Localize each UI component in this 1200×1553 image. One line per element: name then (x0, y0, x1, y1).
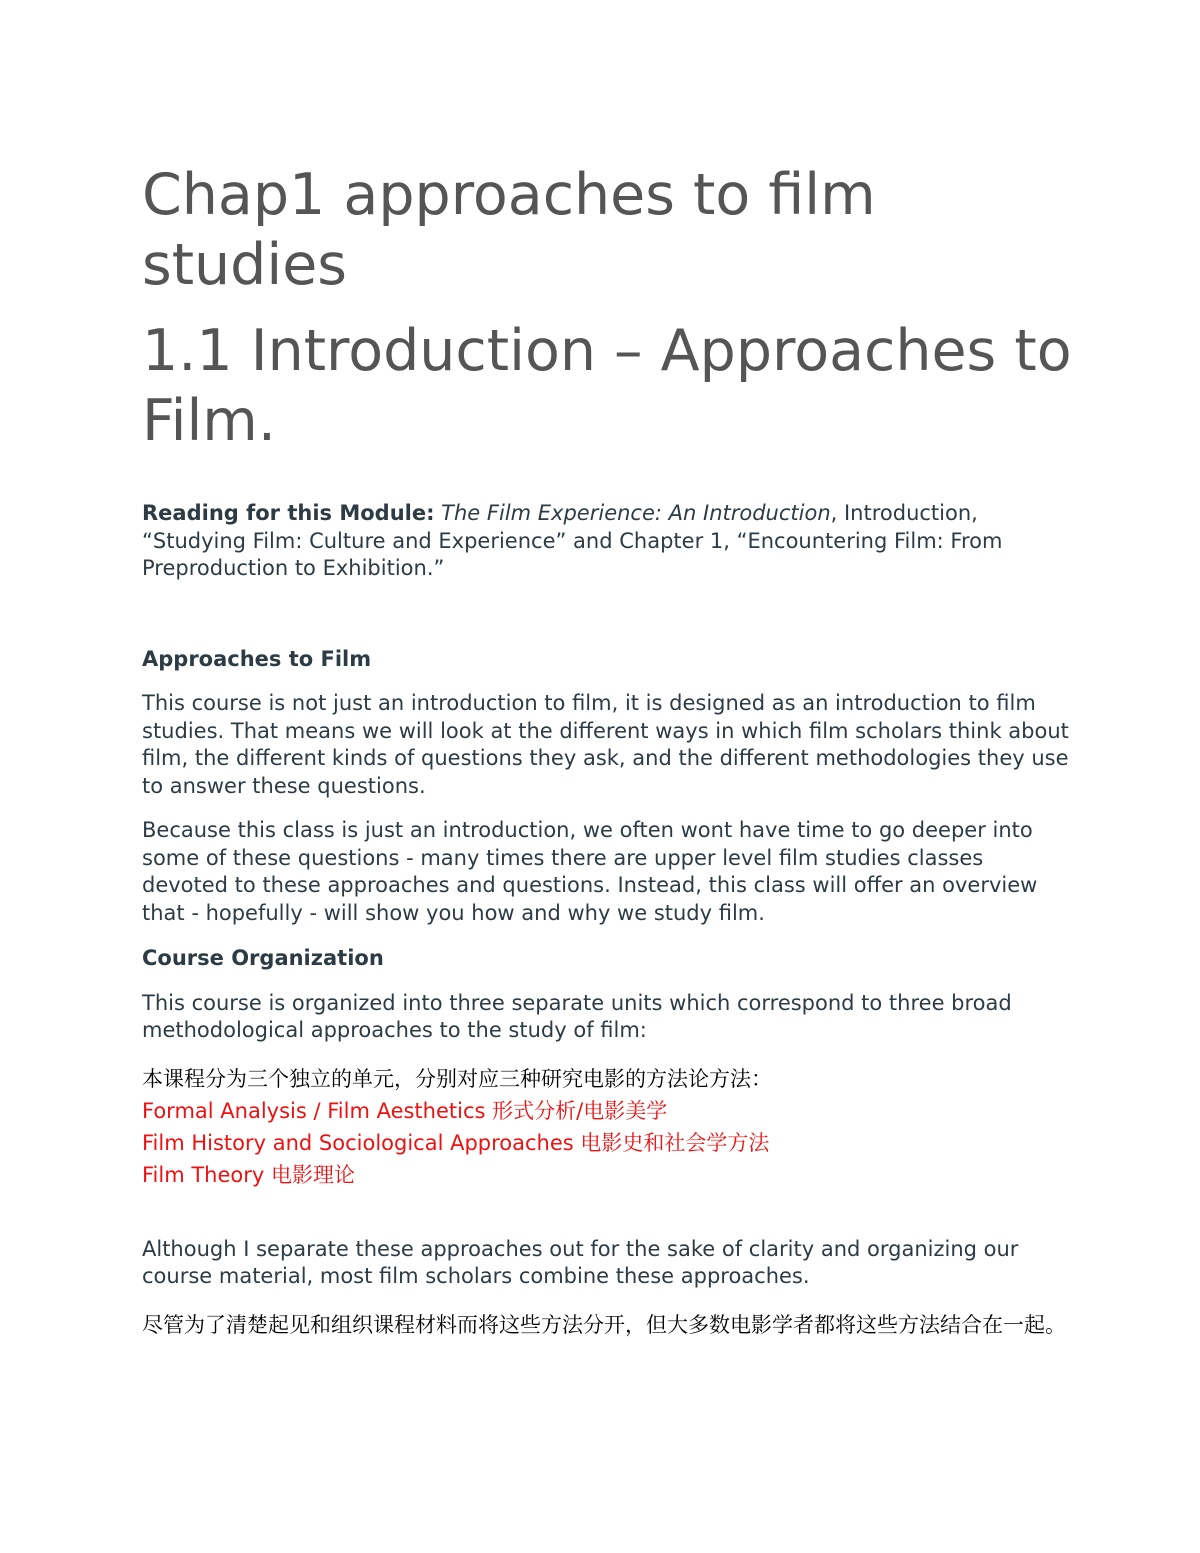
unit-item: Formal Analysis / Film Aesthetics 形式分析/电影美学 (142, 1098, 668, 1123)
organization-chinese-paragraph: 尽管为了清楚起见和组织课程材料而将这些方法分开，但大多数电影学者都将这些方法结合在一起。 (142, 1312, 1066, 1337)
organization-heading: Course Organization (142, 946, 384, 970)
organization-chinese-intro: 本课程分为三个独立的单元，分别对应三种研究电影的方法论方法： (142, 1066, 772, 1091)
section-title: 1.1 Introduction – Approaches to Film. (142, 318, 1072, 454)
reading-details: , Introduction, “Studying Film: Culture and Experience” and Chapter 1, “Encountering Film: From Preproduction to Exhibition.” (142, 501, 1003, 580)
approaches-heading: Approaches to Film (142, 646, 372, 671)
organization-paragraph-1: This course is organized into three separate units which correspond to three broad methodological approaches to the study of film: (142, 990, 1012, 1042)
document-page (142, 160, 1072, 1341)
unit-item: Film Theory 电影理论 (142, 1162, 355, 1187)
approaches-paragraph-2: Because this class is just an introduction, we often wont have time to go deeper into some of these questions - many times there are upper level film studies classes devoted to these approaches and questions. Instead, this class will offer an overview that - hopefully - will show you how and why we study film. (142, 818, 1038, 925)
reading-label: Reading for this Module: (142, 501, 435, 525)
reading-assignment (142, 500, 1072, 583)
units-list (142, 1095, 1072, 1191)
unit-item: Film History and Sociological Approaches 电影史和社会学方法 (142, 1130, 770, 1155)
organization-paragraph-2: Although I separate these approaches out for the sake of clarity and organizing our course material, most film scholars combine these approaches. (142, 1236, 1019, 1288)
approaches-paragraph-1: This course is not just an introduction to film, it is designed as an introduction to film studies. That means we will look at the different ways in which film scholars think about film, the different kinds of questions they ask, and the different methodologies they use to answer these questions. (142, 691, 1069, 798)
document-title: Chap1 approaches to film studies (142, 162, 876, 298)
reading-book-title: The Film Experience: An Introduction (441, 501, 831, 525)
